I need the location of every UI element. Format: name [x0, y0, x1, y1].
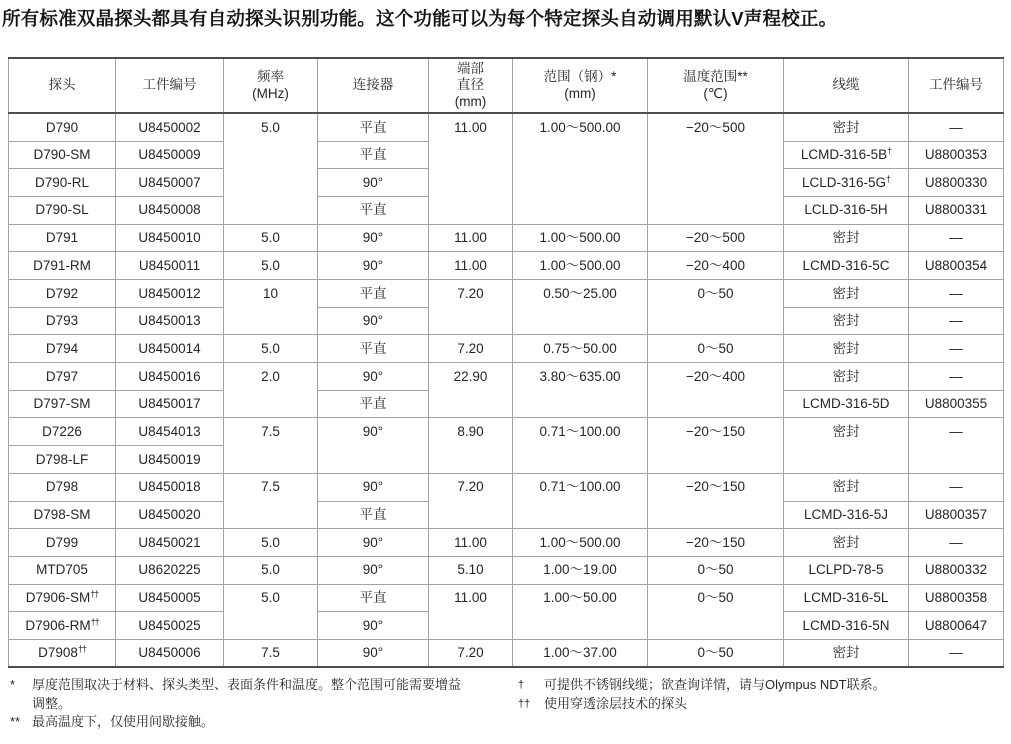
table-cell: U8800331: [909, 196, 1004, 224]
table-cell: D793: [9, 307, 116, 335]
column-header: 频率 (MHz): [224, 58, 318, 113]
footnote-marker: ††: [77, 644, 86, 655]
table-cell: 5.0: [224, 529, 318, 557]
table-cell: D798-SM: [9, 501, 116, 529]
table-cell: U8800353: [909, 141, 1004, 169]
table-cell: 1.00～500.00: [513, 224, 648, 252]
table-cell: 10: [224, 280, 318, 335]
table-cell: 5.0: [224, 224, 318, 252]
table-cell: 1.00～500.00: [513, 252, 648, 280]
table-cell: 90°: [318, 307, 429, 335]
table-row: [9, 224, 1004, 252]
table-cell: −20～500: [648, 113, 784, 224]
table-row: [9, 584, 1004, 612]
table-row: [9, 556, 1004, 584]
column-header: 温度范围** (℃): [648, 58, 784, 113]
table-cell: D797-SM: [9, 390, 116, 418]
table-cell: U8450021: [116, 529, 224, 557]
table-cell: 11.00: [429, 113, 513, 224]
table-row: [9, 418, 1004, 446]
table-cell: U8450016: [116, 363, 224, 391]
table-cell: 90°: [318, 612, 429, 640]
table-cell: D799: [9, 529, 116, 557]
table-cell: D7906-RM††: [9, 612, 116, 640]
table-cell: 密封: [784, 418, 909, 473]
footnote: [10, 676, 472, 713]
footnote-text: 厚度范围取决于材料、探头类型、表面条件和温度。整个范围可能需要增益调整。: [32, 677, 462, 711]
footnote-symbol: **: [10, 714, 21, 730]
table-cell: D791: [9, 224, 116, 252]
table-cell: 平直: [318, 390, 429, 418]
table-cell: U8450002: [116, 113, 224, 141]
table-cell: —: [909, 363, 1004, 391]
table-cell: —: [909, 224, 1004, 252]
table-cell: 0～50: [648, 584, 784, 639]
footnotes-right: [518, 676, 1008, 731]
page-title: 所有标准双晶探头都具有自动探头识别功能。这个功能可以为每个特定探头自动调用默认V声程校正。: [2, 8, 838, 29]
table-cell: U8450012: [116, 280, 224, 308]
table-cell: 5.10: [429, 556, 513, 584]
table-cell: D792: [9, 280, 116, 308]
table-cell: −20～150: [648, 418, 784, 473]
table-row: [9, 529, 1004, 557]
table-cell: 1.00～19.00: [513, 556, 648, 584]
table-cell: 7.5: [224, 639, 318, 667]
table-cell: U8800358: [909, 584, 1004, 612]
table-cell: 5.0: [224, 335, 318, 363]
table-cell: 平直: [318, 584, 429, 612]
table-row: [9, 252, 1004, 280]
footnote-marker: †: [886, 173, 891, 184]
table-cell: LCMD-316-5J: [784, 501, 909, 529]
table-cell: —: [909, 280, 1004, 308]
table-cell: U8800332: [909, 556, 1004, 584]
footnote: [518, 676, 1008, 694]
table-cell: D7226: [9, 418, 116, 446]
table-cell: 0.75～50.00: [513, 335, 648, 363]
table-cell: D791-RM: [9, 252, 116, 280]
table-cell: 7.20: [429, 335, 513, 363]
table-cell: 7.5: [224, 418, 318, 473]
table-cell: 7.20: [429, 280, 513, 335]
table-cell: 0～50: [648, 639, 784, 667]
table-row: [9, 280, 1004, 308]
table-cell: 5.0: [224, 113, 318, 224]
table-cell: U8800330: [909, 169, 1004, 197]
table-cell: U8450019: [116, 446, 224, 474]
table-cell: 7.5: [224, 473, 318, 528]
column-header: 工件编号: [116, 58, 224, 113]
table-cell: 5.0: [224, 556, 318, 584]
table-cell: 11.00: [429, 252, 513, 280]
column-header: 探头: [9, 58, 116, 113]
column-header: 范围（钢）* (mm): [513, 58, 648, 113]
table-cell: 密封: [784, 307, 909, 335]
table-cell: 平直: [318, 335, 429, 363]
footnotes: [10, 676, 1011, 731]
table-cell: D798-LF: [9, 446, 116, 474]
table-cell: 0.71～100.00: [513, 473, 648, 528]
table-cell: D7908††: [9, 639, 116, 667]
header-row: [9, 58, 1004, 113]
table-cell: 1.00～37.00: [513, 639, 648, 667]
table-cell: 90°: [318, 363, 429, 391]
table-cell: 0～50: [648, 335, 784, 363]
table-cell: 90°: [318, 639, 429, 667]
table-cell: 密封: [784, 113, 909, 141]
column-header: 端部 直径 (mm): [429, 58, 513, 113]
table-cell: MTD705: [9, 556, 116, 584]
table-cell: 0.50～25.00: [513, 280, 648, 335]
table-cell: —: [909, 335, 1004, 363]
table-cell: U8450013: [116, 307, 224, 335]
table-cell: LCMD-316-5C: [784, 252, 909, 280]
table-cell: 90°: [318, 252, 429, 280]
table-cell: U8450014: [116, 335, 224, 363]
footnote: [10, 713, 472, 731]
footnote-text: 最高温度下，仅使用间歇接触。: [32, 714, 215, 730]
table-cell: U8800354: [909, 252, 1004, 280]
table-cell: 0～50: [648, 556, 784, 584]
footnotes-left: [10, 676, 472, 731]
table-cell: 90°: [318, 418, 429, 473]
table-cell: —: [909, 113, 1004, 141]
table-cell: 密封: [784, 529, 909, 557]
table-header: [9, 58, 1004, 113]
footnote-marker: ††: [90, 616, 99, 627]
table-cell: LCMD-316-5N: [784, 612, 909, 640]
table-cell: U8450010: [116, 224, 224, 252]
table-cell: U8800355: [909, 390, 1004, 418]
table-cell: −20～500: [648, 224, 784, 252]
table-cell: D790-RL: [9, 169, 116, 197]
table-cell: 90°: [318, 473, 429, 501]
table-cell: 5.0: [224, 252, 318, 280]
table-cell: 0～50: [648, 280, 784, 335]
table-cell: U8450006: [116, 639, 224, 667]
table-cell: LCLD-316-5H: [784, 196, 909, 224]
table-cell: −20～150: [648, 529, 784, 557]
table-row: [9, 335, 1004, 363]
table-cell: U8620225: [116, 556, 224, 584]
table-cell: LCLPD-78-5: [784, 556, 909, 584]
table-cell: U8450025: [116, 612, 224, 640]
table-cell: 平直: [318, 280, 429, 308]
table-cell: 3.80～635.00: [513, 363, 648, 418]
table-cell: D790-SM: [9, 141, 116, 169]
table-cell: D798: [9, 473, 116, 501]
table-row: [9, 473, 1004, 501]
column-header: 线缆: [784, 58, 909, 113]
column-header: 连接器: [318, 58, 429, 113]
table-cell: 平直: [318, 113, 429, 141]
table-cell: U8800357: [909, 501, 1004, 529]
table-cell: 90°: [318, 556, 429, 584]
table-row: [9, 363, 1004, 391]
table-cell: 90°: [318, 169, 429, 197]
table-cell: —: [909, 639, 1004, 667]
footnote-text: 可提供不锈钢线缆；欲查询详情，请与Olympus NDT联系。: [544, 677, 886, 693]
table-cell: 2.0: [224, 363, 318, 418]
table-cell: 1.00～500.00: [513, 529, 648, 557]
table-cell: U8450007: [116, 169, 224, 197]
table-cell: U8454013: [116, 418, 224, 446]
footnote: [518, 695, 1008, 713]
footnote-marker: ††: [90, 589, 99, 600]
table-cell: D7906-SM††: [9, 584, 116, 612]
table-cell: 1.00～50.00: [513, 584, 648, 639]
table-body: [9, 113, 1004, 667]
footnote-marker: †: [887, 146, 892, 157]
table-cell: U8450011: [116, 252, 224, 280]
table-cell: D797: [9, 363, 116, 391]
table-cell: 5.0: [224, 584, 318, 639]
table-cell: 平直: [318, 196, 429, 224]
table-cell: D790-SL: [9, 196, 116, 224]
footnote-symbol: *: [10, 677, 16, 693]
table-cell: —: [909, 307, 1004, 335]
table-cell: 密封: [784, 363, 909, 391]
table-row: [9, 113, 1004, 141]
table-cell: D794: [9, 335, 116, 363]
table-cell: 1.00～500.00: [513, 113, 648, 224]
table-cell: U8450017: [116, 390, 224, 418]
table-cell: 11.00: [429, 529, 513, 557]
table-cell: −20～400: [648, 252, 784, 280]
table-cell: U8450005: [116, 584, 224, 612]
table-cell: 7.20: [429, 639, 513, 667]
table-cell: −20～150: [648, 473, 784, 528]
table-row: [9, 639, 1004, 667]
table-cell: 平直: [318, 141, 429, 169]
table-cell: LCMD-316-5D: [784, 390, 909, 418]
table-cell: —: [909, 529, 1004, 557]
table-cell: 8.90: [429, 418, 513, 473]
table-cell: 90°: [318, 224, 429, 252]
footnote-text: 使用穿透涂层技术的探头: [544, 695, 688, 711]
table-cell: 11.00: [429, 224, 513, 252]
table-cell: U8450008: [116, 196, 224, 224]
table-cell: −20～400: [648, 363, 784, 418]
table-cell: LCMD-316-5L: [784, 584, 909, 612]
table-cell: U8450020: [116, 501, 224, 529]
table-cell: 密封: [784, 473, 909, 501]
table-cell: 密封: [784, 224, 909, 252]
table-cell: U8800647: [909, 612, 1004, 640]
table-cell: —: [909, 473, 1004, 501]
table-cell: LCLD-316-5G†: [784, 169, 909, 197]
footnote-symbol: †: [518, 679, 525, 692]
table-cell: 密封: [784, 335, 909, 363]
table-cell: 平直: [318, 501, 429, 529]
table-cell: U8450009: [116, 141, 224, 169]
table-cell: 22.90: [429, 363, 513, 418]
table-cell: U8450018: [116, 473, 224, 501]
table-cell: 11.00: [429, 584, 513, 639]
table-cell: 密封: [784, 639, 909, 667]
table-cell: 密封: [784, 280, 909, 308]
table-cell: 7.20: [429, 473, 513, 528]
column-header: 工件编号: [909, 58, 1004, 113]
probe-spec-table: [8, 57, 1004, 668]
table-cell: 0.71～100.00: [513, 418, 648, 473]
footnote-symbol: ††: [518, 697, 531, 710]
table-cell: LCMD-316-5B†: [784, 141, 909, 169]
table-cell: D790: [9, 113, 116, 141]
table-cell: 90°: [318, 529, 429, 557]
table-cell: —: [909, 418, 1004, 473]
